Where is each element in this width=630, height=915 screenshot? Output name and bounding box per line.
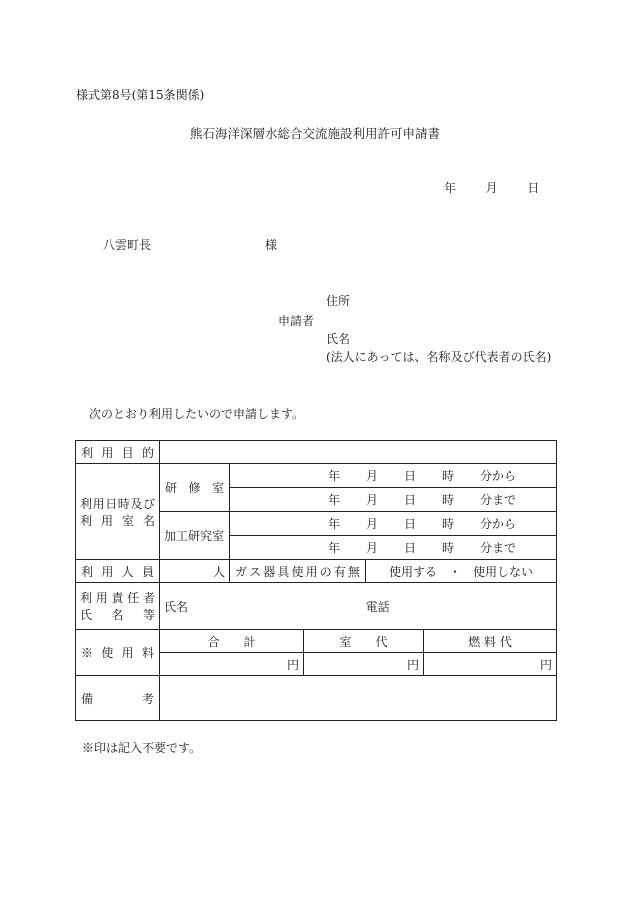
datetime-label: 利用日時及び 利用室名 [76,464,160,560]
fee-label: ※ 使 用 料 [76,630,160,676]
users-count-field[interactable]: 人 [160,560,230,583]
room-2-label: 加工研究室 [160,512,230,560]
responsible-name-label: 氏名 [164,599,189,614]
footnote: ※印は記入不要です。 [82,741,202,755]
room2-from-time[interactable]: 年 月 日 時 分から [230,512,557,536]
fee-total-field[interactable]: 円 [160,653,304,676]
form-number: 様式第8号(第15条関係) [76,88,205,102]
applicant-address-label: 住所 [326,294,351,308]
room1-from-time[interactable]: 年 月 日 時 分から [230,464,557,488]
application-table [75,440,557,721]
purpose-row [76,441,557,464]
room-1-label: 研 修 室 [160,464,230,512]
intro-text: 次のとおり利用したいので申請します。 [89,407,305,421]
document-title: 熊石海洋深層水総合交流施設利用許可申請書 [189,126,440,141]
users-label: 利用人員 [76,560,160,583]
date-day: 日 [527,181,540,195]
addressee-name: 八雲町長 [103,238,152,252]
room1-row-1 [76,464,557,488]
responsible-row [76,583,557,630]
corporate-note: (法人にあっては、名称及び代表者の氏名) [326,350,552,364]
gas-options[interactable]: 使用する ・ 使用しない [366,560,557,583]
responsible-label: 利用責任者 氏名等 [76,583,160,630]
users-row [76,560,557,583]
responsible-phone-label: 電話 [365,599,390,614]
applicant-label: 申請者 [278,314,315,328]
fee-fuel-field[interactable]: 円 [424,653,557,676]
remarks-label: 備考 [76,676,160,721]
remarks-row [76,676,557,721]
date-month: 月 [485,181,498,195]
room1-until-time[interactable]: 年 月 日 時 分まで [230,488,557,512]
applicant-name-label: 氏名 [326,332,351,346]
date-year: 年 [444,181,457,195]
purpose-label: 利用目的 [76,441,160,464]
fee-fuel-header: 燃 料 代 [424,630,557,653]
room2-until-time[interactable]: 年 月 日 時 分まで [230,536,557,560]
gas-label: ガス器具使用の有無 [230,560,366,583]
responsible-field[interactable] [160,583,557,630]
fee-room-field[interactable]: 円 [304,653,424,676]
fee-room-header: 室 代 [304,630,424,653]
fee-header-row [76,630,557,653]
fee-total-header: 合 計 [160,630,304,653]
addressee-honorific: 様 [265,238,278,252]
date-line [444,179,539,196]
remarks-field[interactable] [160,676,557,721]
purpose-field[interactable] [160,441,557,464]
